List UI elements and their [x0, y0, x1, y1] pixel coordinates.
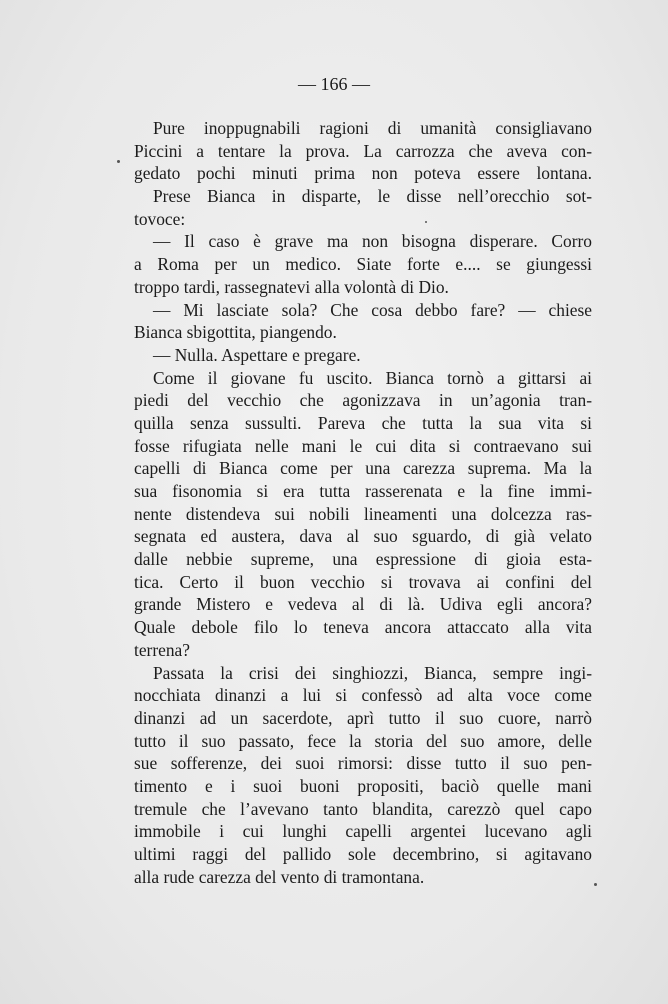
text-line: Pure inoppugnabili ragioni di umanità consigliavano: [153, 118, 592, 138]
text-line: tutto il suo passato, fece la storia del suo amore, delle: [134, 730, 592, 751]
text-line: — Il caso è grave ma non bisogna disperare. Corro: [153, 231, 592, 252]
text-line: sue sofferenze, dei suoi rimorsi: disse tutto il suo pen-: [134, 753, 592, 774]
text-line: Come il giovane fu uscito. Bianca tornò a gittarsi ai: [153, 367, 592, 388]
text-line: gedato pochi minuti prima non poteva essere lontana.: [134, 163, 592, 184]
text-line: sua fisonomia si era tutta rasserenata e la fine immi-: [134, 481, 592, 501]
text-line: piedi del vecchio che agonizzava in un’agonia tran-: [134, 390, 592, 411]
text-line: nocchiata dinanzi a lui si confessò ad alta voce come: [134, 685, 592, 706]
text-line: Prese Bianca in disparte, le disse nell’orecchio sot-: [153, 186, 592, 207]
text-line: tremule che l’avevano tanto blandita, carezzò quel capo: [134, 798, 592, 819]
text-line: Quale debole filo lo teneva ancora attaccato alla vita: [134, 617, 592, 638]
body-text: [134, 117, 592, 888]
text-line: Passata la crisi dei singhiozzi, Bianca, sempre ingi-: [153, 662, 592, 683]
text-line: immobile i cui lunghi capelli argentei lucevano agli: [134, 821, 592, 842]
print-speck: [594, 883, 597, 886]
text-line: quilla senza sussulti. Pareva che tutta la sua vita si: [134, 412, 592, 433]
text-line: dinanzi ad un sacerdote, aprì tutto il suo cuore, narrò: [134, 707, 592, 728]
text-line: tica. Certo il buon vecchio si trovava ai confini del: [134, 571, 592, 592]
text-line: alla rude carezza del vento di tramontana.: [134, 866, 425, 887]
text-line: Piccini a tentare la prova. La carrozza che aveva con-: [134, 140, 592, 161]
print-speck: [425, 221, 427, 223]
text-line: Bianca sbigottita, piangendo.: [134, 322, 337, 343]
text-line: terrena?: [134, 639, 190, 660]
text-line: grande Mistero e vedeva al di là. Udiva egli ancora?: [134, 594, 592, 615]
text-line: — Mi lasciate sola? Che cosa debbo fare? — chiese: [153, 299, 592, 320]
text-line: a Roma per un medico. Siate forte e.... se giungessi: [134, 254, 592, 275]
print-speck: [117, 160, 120, 163]
text-line: — Nulla. Aspettare e pregare.: [153, 344, 361, 365]
text-line: dalle nebbie supreme, una espressione di gioia esta-: [134, 549, 592, 570]
text-line: troppo tardi, rassegnatevi alla volontà di Dio.: [134, 276, 449, 297]
text-line: nente distendeva sui nobili lineamenti una dolcezza ras-: [134, 503, 592, 524]
page-number: — 166 —: [298, 74, 370, 94]
text-line: timento e i suoi buoni propositi, baciò quelle mani: [134, 775, 592, 796]
text-line: capelli di Bianca come per una carezza suprema. Ma la: [134, 458, 592, 479]
text-line: ultimi raggi del pallido sole decembrino, si agitavano: [134, 844, 592, 864]
text-line: fosse rifugiata nelle mani le cui dita si contraevano sui: [134, 435, 592, 456]
text-line: segnata ed austera, dava al suo sguardo, di già velato: [134, 526, 592, 547]
text-line: tovoce:: [134, 208, 186, 229]
